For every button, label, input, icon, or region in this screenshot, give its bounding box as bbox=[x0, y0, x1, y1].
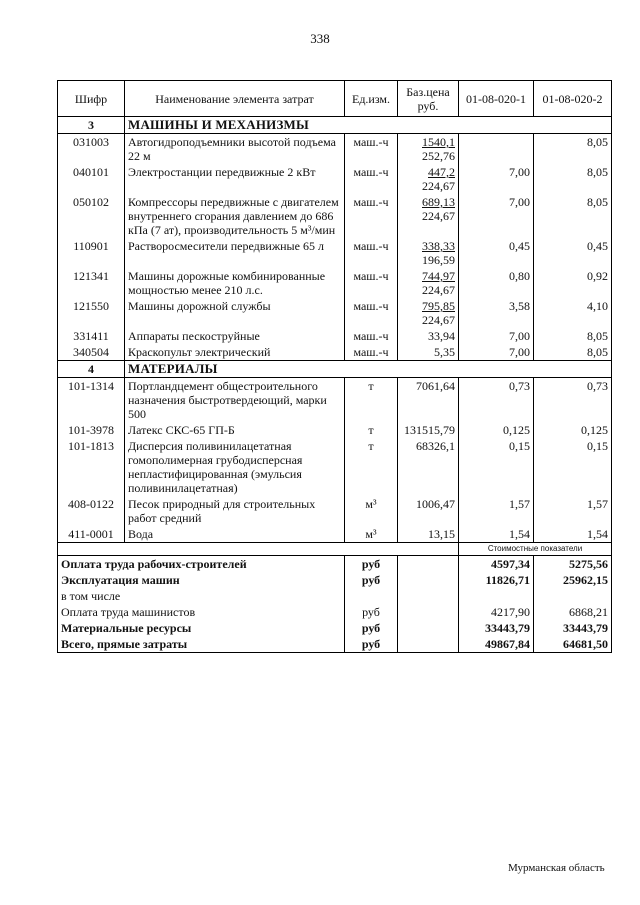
row-unit: маш.-ч bbox=[345, 238, 398, 268]
row-code: 121341 bbox=[58, 268, 125, 298]
cost-caption: Стоимостные показатели bbox=[459, 543, 612, 556]
row-price-value: 689,13 bbox=[422, 195, 455, 209]
row-name: Автогидроподъемники высотой подъема 22 м bbox=[125, 134, 345, 165]
row-value-2: 0,125 bbox=[534, 422, 612, 438]
header-col2: 01-08-020-2 bbox=[534, 81, 612, 117]
summary-value-1: 4217,90 bbox=[459, 604, 534, 620]
row-code: 408-0122 bbox=[58, 496, 125, 526]
summary-row bbox=[58, 588, 612, 604]
row-name: Дисперсия поливинилацетатная гомополимерная грубодисперсная непластифицированная (эмульсия поливинилацетатная) bbox=[125, 438, 345, 496]
section-number: 3 bbox=[58, 117, 125, 134]
summary-value-1: 11826,71 bbox=[459, 572, 534, 588]
section-row-materials bbox=[58, 361, 612, 378]
row-name: Машины дорожные комбинированные мощностью менее 210 л.с. bbox=[125, 268, 345, 298]
header-unit: Ед.изм. bbox=[345, 81, 398, 117]
section-number: 4 bbox=[58, 361, 125, 378]
row-value-1: 0,15 bbox=[459, 438, 534, 496]
row-price-value: 447,2 bbox=[428, 165, 455, 179]
row-name: Портландцемент общестроительного назначения быстротвердеющий, марки 500 bbox=[125, 378, 345, 423]
row-unit: маш.-ч bbox=[345, 328, 398, 344]
row-code: 411-0001 bbox=[58, 526, 125, 543]
row-value-1: 0,125 bbox=[459, 422, 534, 438]
row-price bbox=[398, 268, 459, 298]
summary-value-1: 33443,79 bbox=[459, 620, 534, 636]
summary-value-2: 6868,21 bbox=[534, 604, 612, 620]
row-code: 110901 bbox=[58, 238, 125, 268]
row-price-value: 1540,1 bbox=[422, 135, 455, 149]
summary-label: Всего, прямые затраты bbox=[58, 636, 345, 653]
row-value-2: 0,73 bbox=[534, 378, 612, 423]
row-price bbox=[398, 134, 459, 165]
row-code: 040101 bbox=[58, 164, 125, 194]
row-value-1: 7,00 bbox=[459, 194, 534, 238]
row-unit: маш.-ч bbox=[345, 134, 398, 165]
row-unit: м³ bbox=[345, 496, 398, 526]
row-unit: т bbox=[345, 438, 398, 496]
row-code: 101-1314 bbox=[58, 378, 125, 423]
row-code: 031003 bbox=[58, 134, 125, 165]
table-header bbox=[58, 81, 612, 117]
row-name: Вода bbox=[125, 526, 345, 543]
row-name: Аппараты пескоструйные bbox=[125, 328, 345, 344]
row-price bbox=[398, 194, 459, 238]
row-code: 101-3978 bbox=[58, 422, 125, 438]
summary-label: Оплата труда рабочих-строителей bbox=[58, 556, 345, 573]
row-value-2: 0,92 bbox=[534, 268, 612, 298]
row-price-value: 744,97 bbox=[422, 269, 455, 283]
table-row bbox=[58, 378, 612, 423]
row-value-2: 1,57 bbox=[534, 496, 612, 526]
row-price: 1006,47 bbox=[398, 496, 459, 526]
header-price: Баз.цена руб. bbox=[398, 81, 459, 117]
summary-row bbox=[58, 572, 612, 588]
row-price bbox=[398, 344, 459, 361]
row-price-secondary: 252,76 bbox=[422, 149, 455, 163]
table-body bbox=[58, 117, 612, 543]
table-row bbox=[58, 164, 612, 194]
summary-unit: руб bbox=[345, 636, 398, 653]
summary-value-2: 33443,79 bbox=[534, 620, 612, 636]
summary-blank bbox=[398, 620, 459, 636]
row-code: 331411 bbox=[58, 328, 125, 344]
header-name: Наименование элемента затрат bbox=[125, 81, 345, 117]
summary-row bbox=[58, 620, 612, 636]
summary-unit: руб bbox=[345, 620, 398, 636]
summary-label: Материальные ресурсы bbox=[58, 620, 345, 636]
row-unit: маш.-ч bbox=[345, 164, 398, 194]
summary-value-2: 25962,15 bbox=[534, 572, 612, 588]
summary-label: Оплата труда машинистов bbox=[58, 604, 345, 620]
table-row bbox=[58, 526, 612, 543]
row-value-1: 7,00 bbox=[459, 164, 534, 194]
table-row bbox=[58, 238, 612, 268]
row-name: Растворосмесители передвижные 65 л bbox=[125, 238, 345, 268]
summary-value-2: 64681,50 bbox=[534, 636, 612, 653]
row-price-secondary: 224,67 bbox=[422, 313, 455, 327]
row-price-value: 338,33 bbox=[422, 239, 455, 253]
row-name: Песок природный для строительных работ средний bbox=[125, 496, 345, 526]
row-price bbox=[398, 328, 459, 344]
caption-row bbox=[58, 543, 612, 556]
summary-unit: руб bbox=[345, 556, 398, 573]
row-price-secondary: 224,67 bbox=[422, 179, 455, 193]
row-value-1: 0,45 bbox=[459, 238, 534, 268]
summary-label: в том числе bbox=[58, 588, 345, 604]
summary-label: Эксплуатация машин bbox=[58, 572, 345, 588]
table-row bbox=[58, 328, 612, 344]
row-unit: маш.-ч bbox=[345, 344, 398, 361]
table-row bbox=[58, 344, 612, 361]
footer-region: Мурманская область bbox=[508, 862, 605, 874]
table-row bbox=[58, 496, 612, 526]
row-value-2: 0,45 bbox=[534, 238, 612, 268]
summary-value-2 bbox=[534, 588, 612, 604]
row-name: Латекс СКС-65 ГП-Б bbox=[125, 422, 345, 438]
row-unit: т bbox=[345, 378, 398, 423]
row-unit: м³ bbox=[345, 526, 398, 543]
row-name: Компрессоры передвижные с двигателем внутреннего сгорания давлением до 686 кПа (7 ат), производительность 5 м³/мин bbox=[125, 194, 345, 238]
summary-row bbox=[58, 636, 612, 653]
row-price: 7061,64 bbox=[398, 378, 459, 423]
summary-blank bbox=[398, 556, 459, 573]
header-code: Шифр bbox=[58, 81, 125, 117]
row-price-secondary: 196,59 bbox=[422, 253, 455, 267]
row-value-2: 8,05 bbox=[534, 328, 612, 344]
row-value-2: 8,05 bbox=[534, 164, 612, 194]
section-row-machines bbox=[58, 117, 612, 134]
table-row bbox=[58, 134, 612, 165]
row-value-1 bbox=[459, 134, 534, 165]
summary-row bbox=[58, 604, 612, 620]
section-title: МАТЕРИАЛЫ bbox=[125, 361, 612, 378]
row-code: 340504 bbox=[58, 344, 125, 361]
summary-blank bbox=[398, 588, 459, 604]
row-name: Электростанции передвижные 2 кВт bbox=[125, 164, 345, 194]
summary-value-2: 5275,56 bbox=[534, 556, 612, 573]
row-price-secondary: 224,67 bbox=[422, 209, 455, 223]
row-price-value: 795,85 bbox=[422, 299, 455, 313]
page-number: 338 bbox=[310, 31, 330, 46]
row-value-2: 8,05 bbox=[534, 344, 612, 361]
table-row bbox=[58, 298, 612, 328]
row-code: 121550 bbox=[58, 298, 125, 328]
row-value-1: 7,00 bbox=[459, 344, 534, 361]
row-price bbox=[398, 298, 459, 328]
row-unit: т bbox=[345, 422, 398, 438]
row-unit: маш.-ч bbox=[345, 298, 398, 328]
table-row bbox=[58, 268, 612, 298]
table-row bbox=[58, 438, 612, 496]
table-row bbox=[58, 194, 612, 238]
header-col1: 01-08-020-1 bbox=[459, 81, 534, 117]
summary-unit bbox=[345, 588, 398, 604]
row-price: 131515,79 bbox=[398, 422, 459, 438]
summary-unit: руб bbox=[345, 572, 398, 588]
row-unit: маш.-ч bbox=[345, 194, 398, 238]
row-value-1: 3,58 bbox=[459, 298, 534, 328]
summary-unit: руб bbox=[345, 604, 398, 620]
row-value-1: 7,00 bbox=[459, 328, 534, 344]
row-value-1: 1,54 bbox=[459, 526, 534, 543]
summary-value-1 bbox=[459, 588, 534, 604]
row-unit: маш.-ч bbox=[345, 268, 398, 298]
summary-blank bbox=[398, 636, 459, 653]
row-value-1: 0,73 bbox=[459, 378, 534, 423]
summary-blank bbox=[398, 572, 459, 588]
row-value-1: 0,80 bbox=[459, 268, 534, 298]
summary-section bbox=[58, 543, 612, 653]
summary-row bbox=[58, 556, 612, 573]
row-name: Краскопульт электрический bbox=[125, 344, 345, 361]
row-price: 68326,1 bbox=[398, 438, 459, 496]
summary-value-1: 4597,34 bbox=[459, 556, 534, 573]
section-title: МАШИНЫ И МЕХАНИЗМЫ bbox=[125, 117, 612, 134]
table-row bbox=[58, 422, 612, 438]
row-value-2: 1,54 bbox=[534, 526, 612, 543]
row-price-value: 33,94 bbox=[428, 329, 455, 343]
row-price-secondary: 224,67 bbox=[422, 283, 455, 297]
row-value-2: 4,10 bbox=[534, 298, 612, 328]
row-price: 13,15 bbox=[398, 526, 459, 543]
row-price bbox=[398, 238, 459, 268]
row-price-value: 5,35 bbox=[434, 345, 455, 359]
row-value-2: 8,05 bbox=[534, 194, 612, 238]
summary-blank bbox=[398, 604, 459, 620]
cost-table bbox=[57, 80, 612, 653]
summary-value-1: 49867,84 bbox=[459, 636, 534, 653]
row-value-2: 0,15 bbox=[534, 438, 612, 496]
row-name: Машины дорожной службы bbox=[125, 298, 345, 328]
row-value-2: 8,05 bbox=[534, 134, 612, 165]
row-code: 101-1813 bbox=[58, 438, 125, 496]
row-value-1: 1,57 bbox=[459, 496, 534, 526]
row-code: 050102 bbox=[58, 194, 125, 238]
row-price bbox=[398, 164, 459, 194]
